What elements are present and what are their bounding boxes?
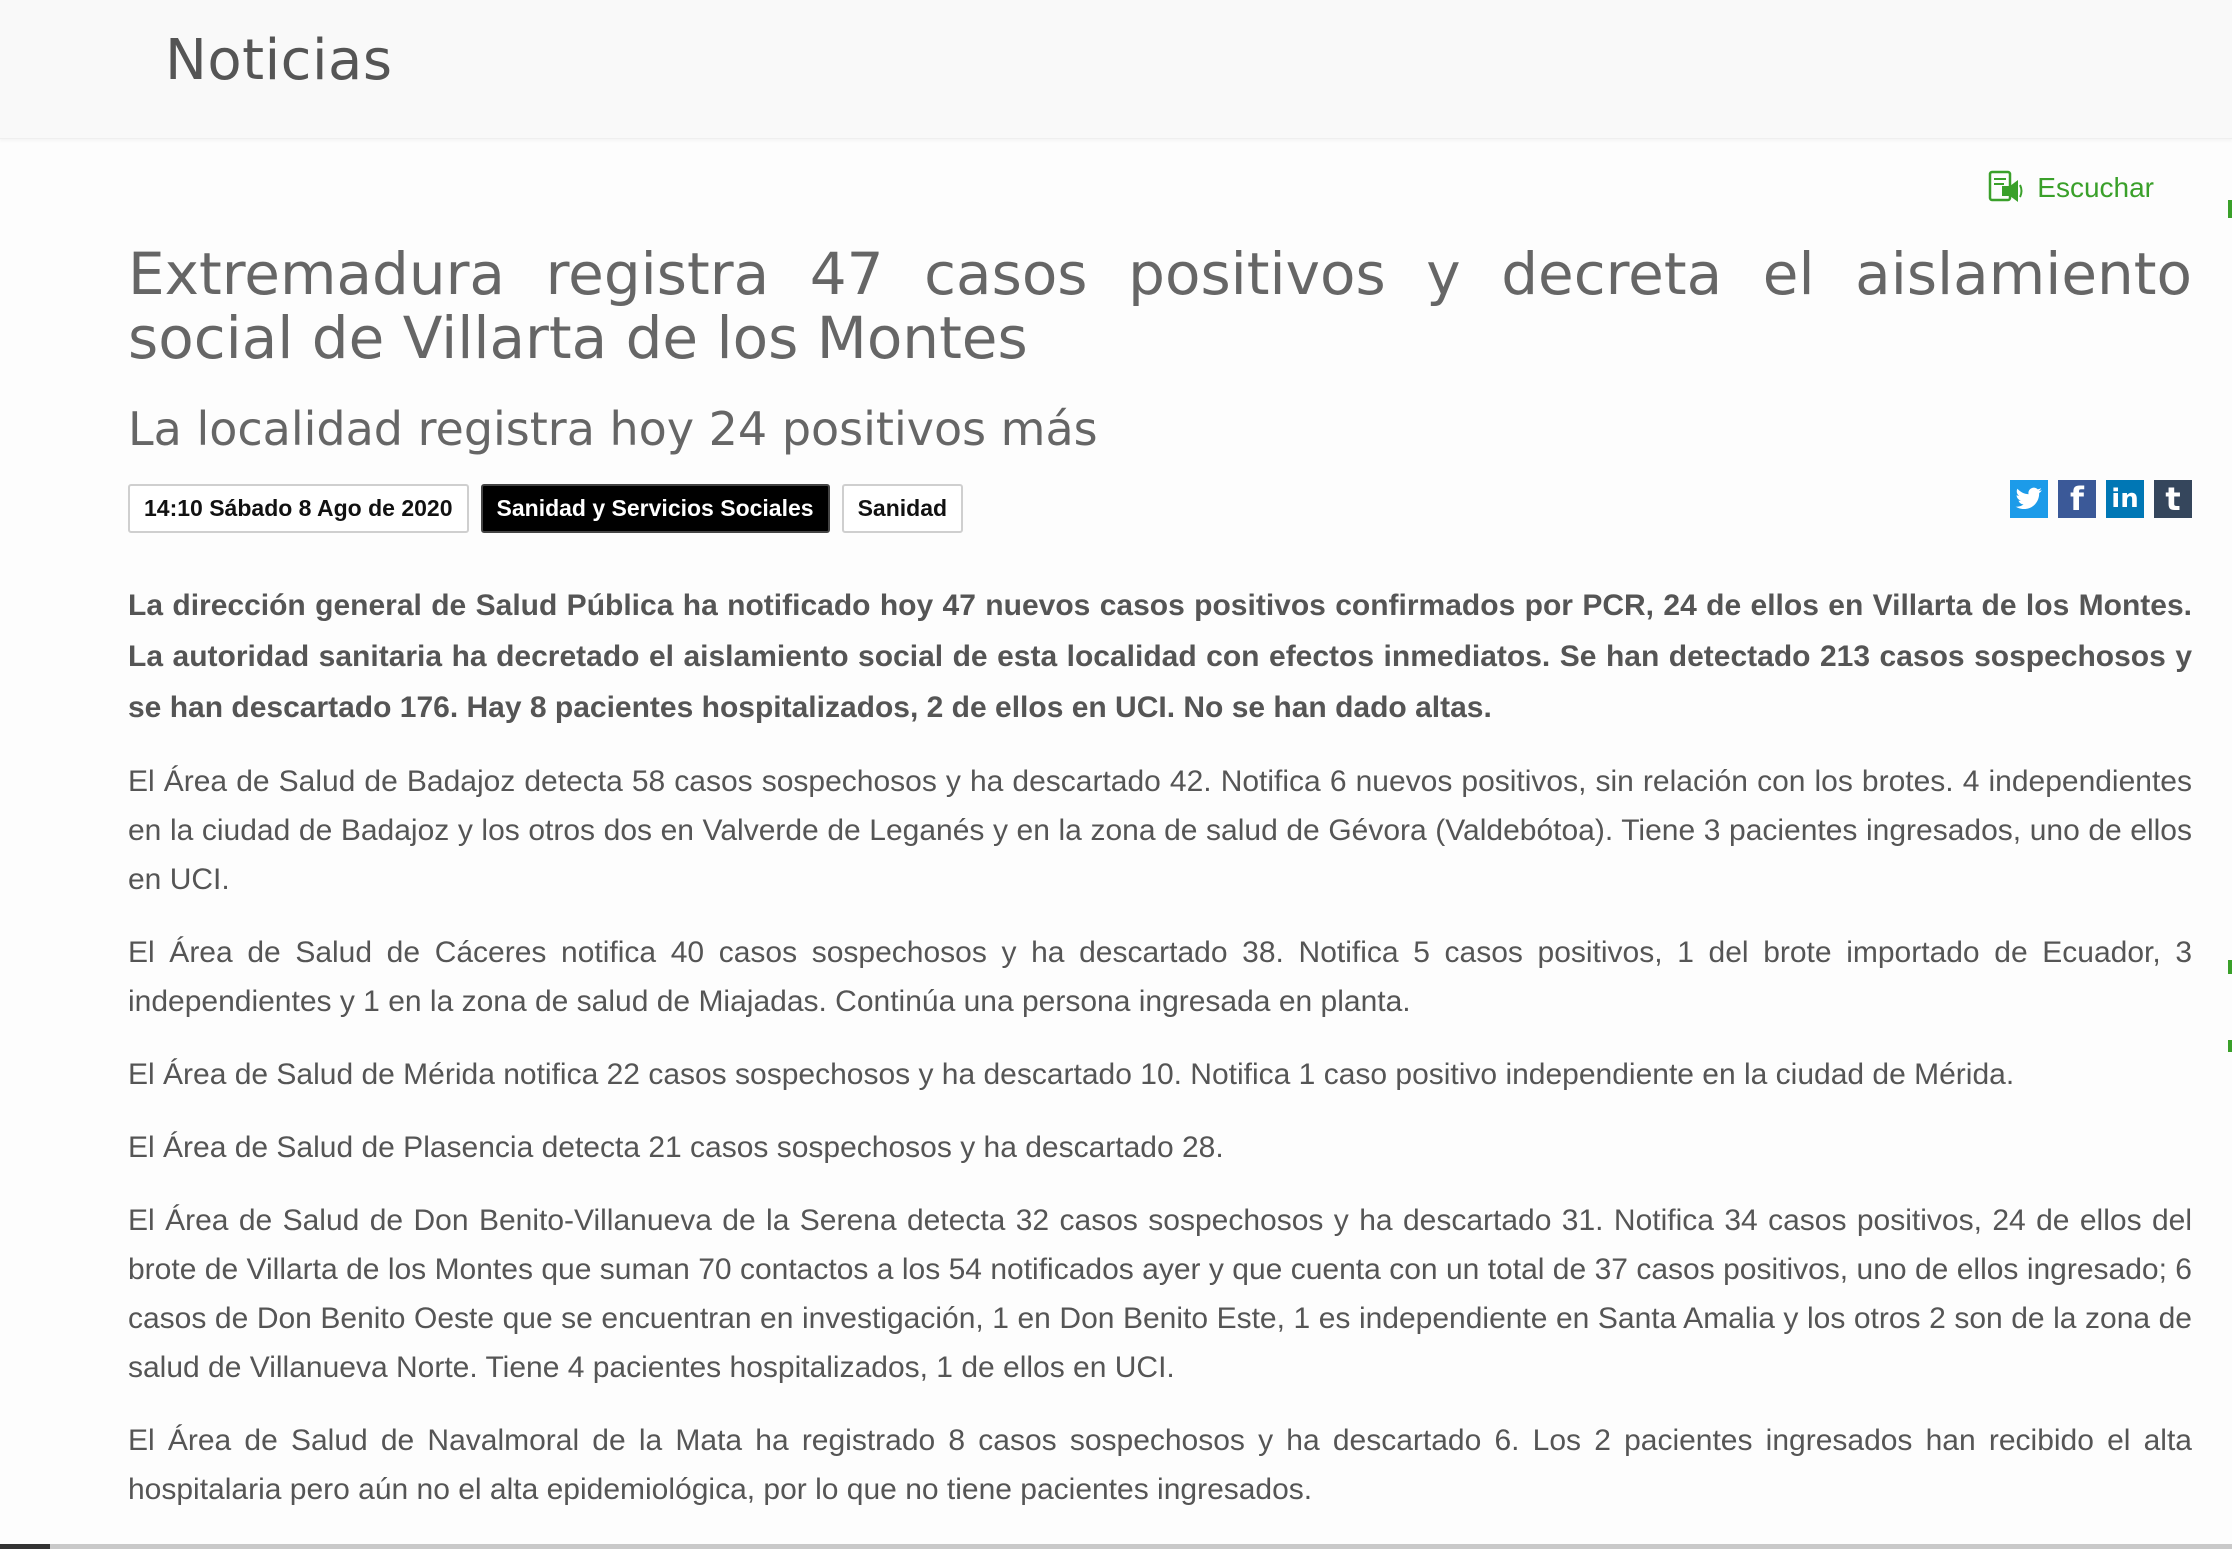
article-paragraph: El Área de Salud de Don Benito-Villanueva de la Serena detecta 32 casos sospechosos y ha descartado 31. Notifica 34 casos positivos, 24 de ellos del brote de Villarta de los Montes que suman 70 contactos a los 54 notificados ayer y que cuenta con un total de 37 casos positivos, uno de ellos ingresado; 6 casos de Don Benito Oeste que se encuentran en investigación, 1 en Don Benito Este, 1 es independiente en Santa Amalia y los otros 2 son de la zona de salud de Villanueva Norte. Tiene 4 pacientes hospitalizados, 1 de ellos en UCI. [128, 1204, 2192, 1384]
tumblr-icon[interactable]: t [2154, 480, 2192, 518]
section-title: Noticias [165, 28, 393, 93]
facebook-icon[interactable]: f [2058, 480, 2096, 518]
article-lead: La dirección general de Salud Pública ha notificado hoy 47 nuevos casos positivos confirmados por PCR, 24 de ellos en Villarta de los Montes. La autoridad sanitaria ha decretado el aislamiento social de esta localidad con efectos inmediatos. Se han detectado 213 casos sospechosos y se han descartado 176. Hay 8 pacientes hospitalizados, 2 de ellos en UCI. No se han dado altas. [128, 589, 2192, 724]
article-meta [128, 484, 963, 533]
article-paragraph: El Área de Salud de Navalmoral de la Mata ha registrado 8 casos sospechosos y ha descartado 6. Los 2 pacientes ingresados han recibido el alta hospitalaria pero aún no el alta epidemiológica, por lo que no tiene pacientes ingresados. [128, 1424, 2192, 1506]
article-body [128, 580, 2192, 1538]
article-subtitle: La localidad registra hoy 24 positivos más [128, 402, 1098, 456]
article-title: Extremadura registra 47 casos positivos y decreta el aislamiento social de Villarta de los Montes [128, 240, 2192, 372]
right-sidebar-edge [2226, 180, 2232, 1400]
listen-label: Escuchar [2037, 172, 2154, 203]
tag-sanidad-servicios-sociales[interactable]: Sanidad y Servicios Sociales [481, 484, 830, 533]
speaker-document-icon [1985, 168, 2025, 208]
share-buttons [2010, 480, 2192, 518]
article-paragraph: El Área de Salud de Cáceres notifica 40 casos sospechosos y ha descartado 38. Notifica 5 casos positivos, 1 del brote importado de Ecuador, 3 independientes y 1 en la zona de salud de Miajadas. Continúa una persona ingresada en planta. [128, 936, 2192, 1018]
horizontal-scrollbar[interactable] [0, 1544, 2232, 1549]
linkedin-icon[interactable]: in [2106, 480, 2144, 518]
tag-sanidad[interactable]: Sanidad [842, 484, 963, 533]
top-bar [0, 0, 2232, 139]
article-paragraph: El Área de Salud de Plasencia detecta 21 casos sospechosos y ha descartado 28. [128, 1131, 1224, 1164]
date-badge: 14:10 Sábado 8 Ago de 2020 [128, 484, 469, 533]
article-paragraph: El Área de Salud de Mérida notifica 22 casos sospechosos y ha descartado 10. Notifica 1 caso positivo independiente en la ciudad de Mérida. [128, 1058, 2015, 1091]
article-paragraph: El Área de Salud de Badajoz detecta 58 casos sospechosos y ha descartado 42. Notifica 6 nuevos positivos, sin relación con los brotes. 4 independientes en la ciudad de Badajoz y los otros dos en Valverde de Leganés y en la zona de salud de Gévora (Valdebótoa). Tiene 3 pacientes ingresados, uno de ellos en UCI. [128, 765, 2192, 896]
scrollbar-thumb[interactable] [0, 1544, 50, 1549]
listen-button[interactable] [1985, 168, 2154, 208]
twitter-icon[interactable] [2010, 480, 2048, 518]
